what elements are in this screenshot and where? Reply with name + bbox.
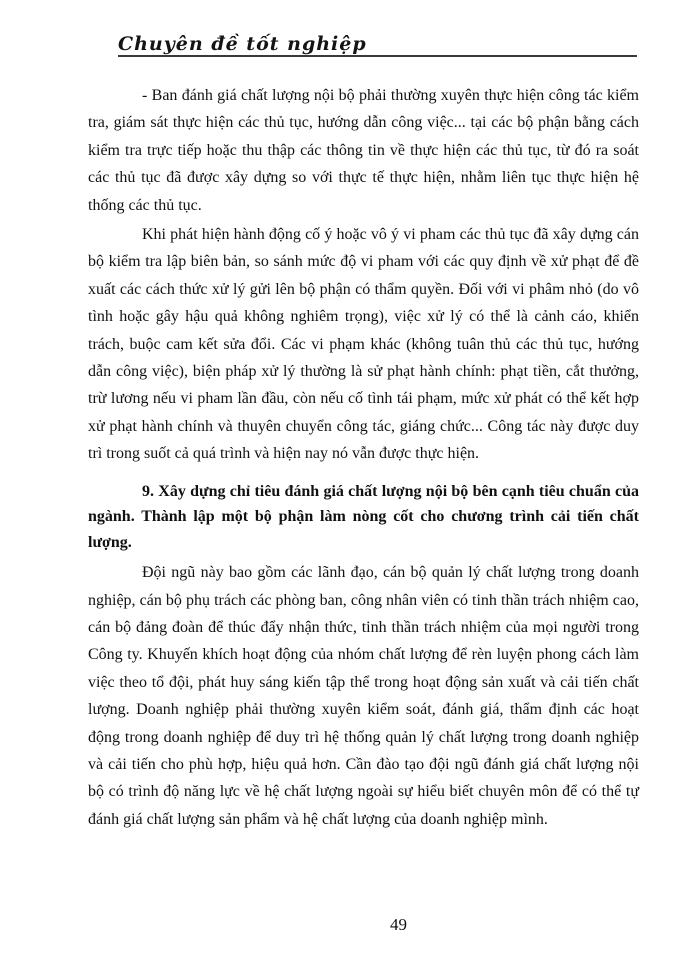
page-number: 49 xyxy=(390,915,407,934)
header-title: Chuyên đề tốt nghiệp xyxy=(118,33,367,55)
section-heading-9: 9. Xây dựng chỉ tiêu đánh giá chất lượng nội bộ bên cạnh tiêu chuẩn của ngành. Thành lập một bộ phận làm nòng cốt cho chương trình cải tiến chất lượng. xyxy=(88,482,639,551)
paragraph-quality-team: Đội ngũ này bao gồm các lãnh đạo, cán bộ quản lý chất lượng trong doanh nghiệp, cán bộ phụ trách các phòng ban, công nhân viên có tinh thần trách nhiệm cao, cán bộ đảng đoàn để thúc đẩy nhận thức, tinh thần trách nhiệm của mọi người trong Công ty. Khuyến khích hoạt động của nhóm chất lượng để rèn luyện phong cách làm việc theo tổ đội, phát huy sáng kiến tập thể trong hoạt động sản xuất và cải tiến chất lượng. Doanh nghiệp phải thường xuyên kiểm soát, đánh giá, thẩm định các hoạt động trong doanh nghiệp để duy trì hệ thống quản lý chất lượng trong doanh nghiệp và cải tiến cho phù hợp, hiệu quả hơn. Cần đào tạo đội ngũ đánh giá chất lượng nội bộ có trình độ năng lực về hệ chất lượng ngoài sự hiểu biết chuyên môn để có thể tự đánh giá chất lượng sản phẩm và hệ chất lượng của doanh nghiệp mình. xyxy=(88,564,639,828)
paragraph-internal-audit-board: - Ban đánh giá chất lượng nội bộ phải thường xuyên thực hiện công tác kiểm tra, giám sát thực hiện các thủ tục, hướng dẫn công việc... tại các bộ phận bằng cách kiểm tra trực tiếp hoặc thu thập các thông tin về thực hiện các thủ tục, từ đó ra soát các thủ tục đã được xây dựng so với thực tế thực hiện, nhằm liên tục thực hiện hệ thống các thủ tục. xyxy=(88,87,639,214)
paragraph-violation-handling: Khi phát hiện hành động cố ý hoặc vô ý vi pham các thủ tục đã xây dựng cán bộ kiểm tra lập biên bản, so sánh mức độ vi pham với các quy định về xử phạt để đề xuất các cách thức xử lý gửi lên bộ phận có thẩm quyền. Đối với vi phâm nhỏ (do vô tình hoặc gây hậu quả không nghiêm trọng), việc xử lý có thể là cảnh cáo, khiển trách, buộc cam kết sửa đổi. Các vi phạm khác (không tuân thủ các thủ tục, hướng dẫn công việc), biện pháp xử lý thường là sử phạt hành chính: phạt tiền, cắt thưởng, trừ lương nếu vi pham lần đầu, còn nếu cố tình tái phạm, mức xử phát có thể kết hợp xử phạt hành chính và thuyên chuyển công tác, giáng chức... Công tác này được duy trì trong suốt cả quá trình và hiện nay nó vẫn được thực hiện. xyxy=(88,226,639,463)
header-rule xyxy=(118,55,637,57)
document-body xyxy=(88,82,639,835)
